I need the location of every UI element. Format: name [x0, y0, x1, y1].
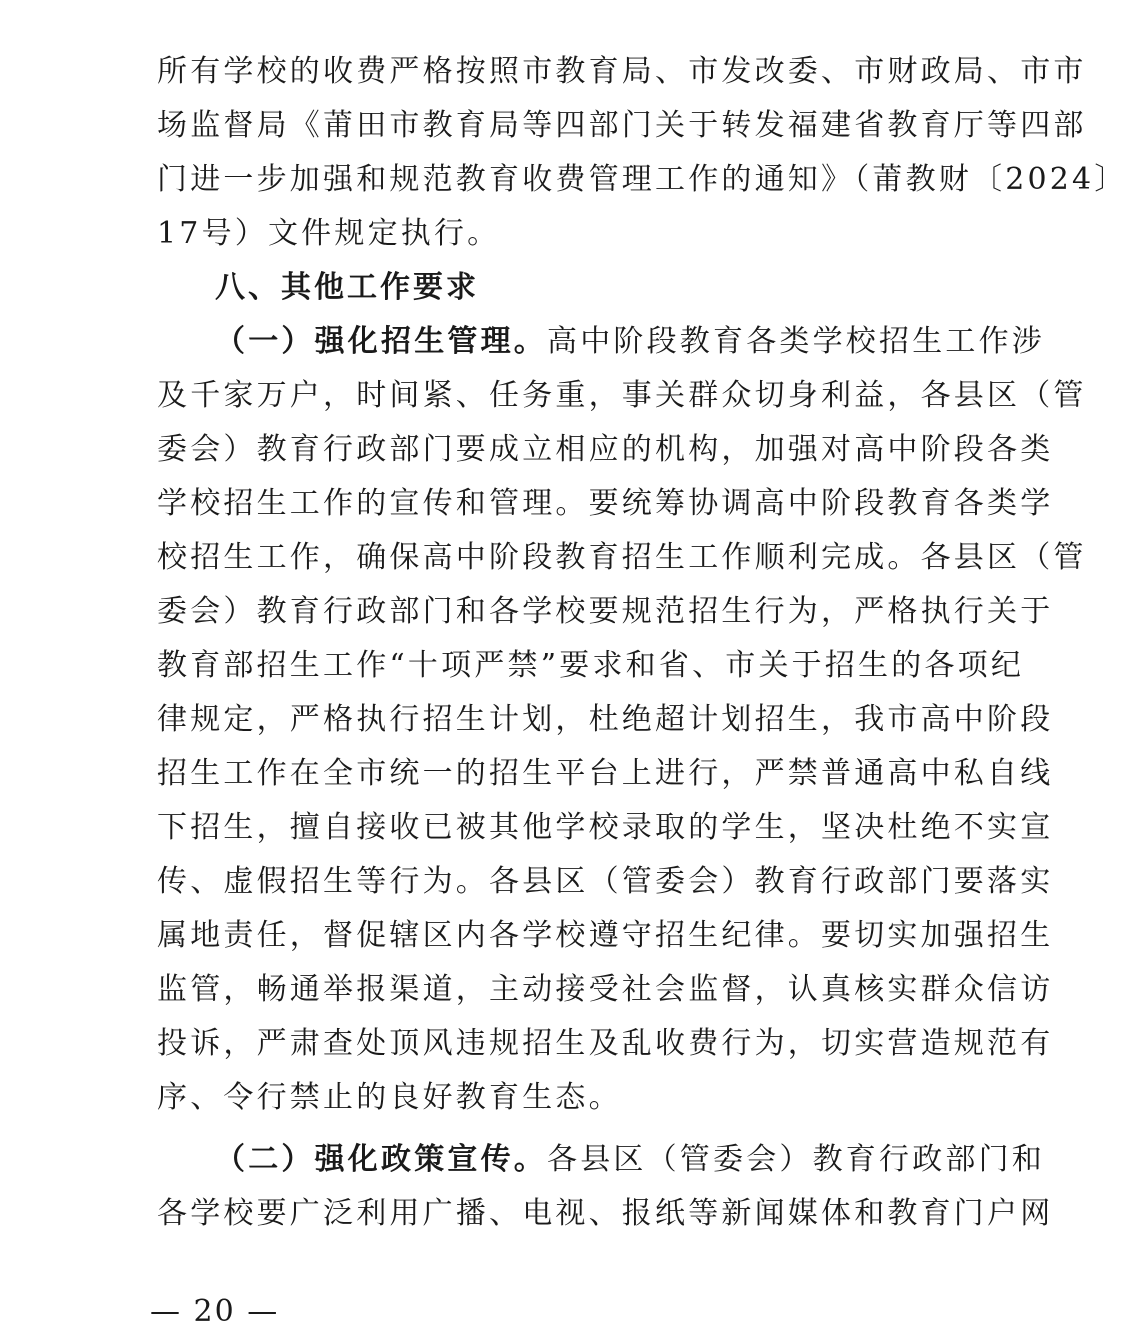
- paragraph-line: 委会）教育行政部门和各学校要规范招生行为，严格执行关于: [157, 594, 1054, 629]
- paragraph-line: 监管，畅通举报渠道，主动接受社会监督，认真核实群众信访: [157, 972, 1054, 1007]
- paragraph-line: 校招生工作，确保高中阶段教育招生工作顺利完成。各县区（管: [157, 540, 1087, 575]
- paragraph-line: 下招生，擅自接收已被其他学校录取的学生，坚决杜绝不实宣: [157, 810, 1054, 845]
- section-heading: 八、其他工作要求: [215, 270, 479, 305]
- paragraph-line: 投诉，严肃查处顶风违规招生及乱收费行为，切实营造规范有: [157, 1026, 1054, 1061]
- item-lead-heading: （二）强化政策宣传。: [215, 1142, 547, 1177]
- paragraph-line: 门进一步加强和规范教育收费管理工作的通知》（莆教财〔2024〕: [157, 162, 1128, 197]
- paragraph-line: 传、虚假招生等行为。各县区（管委会）教育行政部门要落实: [157, 864, 1054, 899]
- item-text: 高中阶段教育各类学校招生工作涉: [547, 324, 1045, 359]
- paragraph-line: 及千家万户，时间紧、任务重，事关群众切身利益，各县区（管: [157, 378, 1087, 413]
- paragraph-line: 律规定，严格执行招生计划，杜绝超计划招生，我市高中阶段: [157, 702, 1054, 737]
- paragraph-line: 学校招生工作的宣传和管理。要统筹协调高中阶段教育各类学: [157, 486, 1054, 521]
- paragraph-line: 招生工作在全市统一的招生平台上进行，严禁普通高中私自线: [157, 756, 1054, 791]
- item-first-line: [215, 1140, 1045, 1180]
- paragraph-line: 属地责任，督促辖区内各学校遵守招生纪律。要切实加强招生: [157, 918, 1054, 953]
- paragraph-line: 17号）文件规定执行。: [157, 216, 501, 251]
- item-lead-heading: （一）强化招生管理。: [215, 324, 547, 359]
- page-number: — 20 —: [150, 1294, 280, 1329]
- item-text: 各县区（管委会）教育行政部门和: [547, 1142, 1045, 1177]
- paragraph-line: 各学校要广泛利用广播、电视、报纸等新闻媒体和教育门户网: [157, 1196, 1054, 1231]
- paragraph-line: 教育部招生工作“十项严禁”要求和省、市关于招生的各项纪: [157, 648, 1025, 683]
- paragraph-line: 所有学校的收费严格按照市教育局、市发改委、市财政局、市市: [157, 54, 1087, 89]
- paragraph-line: 场监督局《莆田市教育局等四部门关于转发福建省教育厅等四部: [157, 108, 1087, 143]
- paragraph-line: 序、令行禁止的良好教育生态。: [157, 1080, 622, 1115]
- item-first-line: [215, 322, 1045, 362]
- paragraph-line: 委会）教育行政部门要成立相应的机构，加强对高中阶段各类: [157, 432, 1054, 467]
